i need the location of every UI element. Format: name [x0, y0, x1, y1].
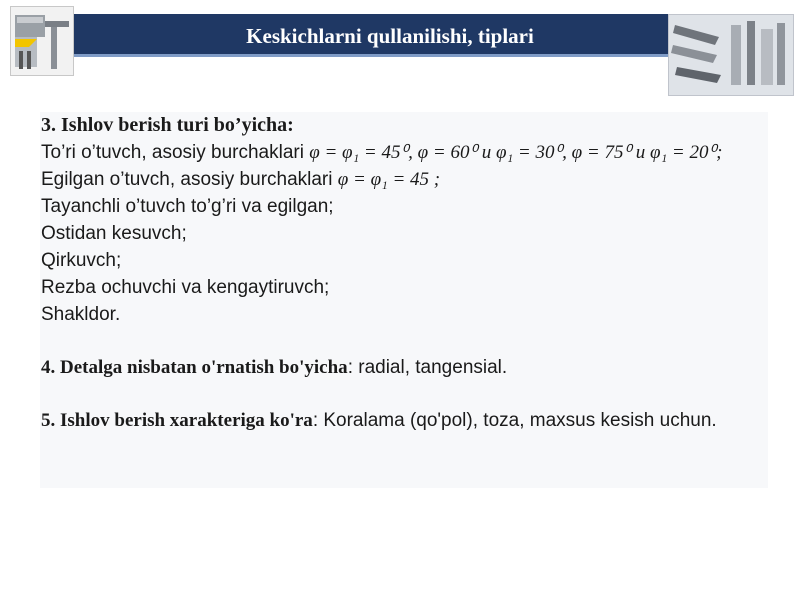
section-5-heading: 5. Ishlov berish xarakteriga ko'ra — [41, 410, 313, 431]
page-title: Keskichlarni qullanilishi, tiplari — [246, 24, 534, 48]
spacer — [41, 381, 781, 407]
section-5 — [41, 407, 781, 434]
line-2-text: Egilgan o’tuvch, asosiy burchaklari — [41, 169, 338, 190]
line-2-math: φ = φ₁ = 45 ; — [337, 169, 441, 190]
lathe-cutter-icon — [10, 6, 74, 76]
list-item: Tayanchli o’tuvch to’g’ri va egilgan; — [41, 196, 334, 217]
spacer — [41, 328, 781, 354]
slide-body — [41, 112, 781, 434]
list-item: Ostidan kesuvch; — [41, 223, 187, 244]
section-5-text: : Koralama (qo'pol), toza, maxsus kesish uchun. — [312, 410, 717, 431]
section-3-line-1 — [41, 139, 781, 166]
section-4 — [41, 354, 781, 381]
section-4-heading: 4. Detalga nisbatan o'rnatish bo'yicha — [41, 357, 348, 378]
section-3-heading: 3. Ishlov berish turi bo’yicha: — [41, 114, 294, 136]
header-bar — [40, 14, 740, 57]
line-1-text: To’ri o’tuvch, asosiy burchaklari — [41, 142, 310, 163]
line-1-math: φ = φ₁ = 45⁰, φ = 60⁰ и φ₁ = 30⁰, φ = 75⁰ и φ₁ = 20⁰; — [309, 142, 723, 163]
section-3-line-2 — [41, 166, 781, 193]
list-item: Rezba ochuvchi va kengaytiruvch; — [41, 277, 330, 298]
list-item: Shakldor. — [41, 304, 121, 325]
cutting-tools-photo-icon — [668, 14, 794, 96]
list-item: Qirkuvch; — [41, 250, 122, 271]
section-4-text: : radial, tangensial. — [347, 357, 508, 378]
